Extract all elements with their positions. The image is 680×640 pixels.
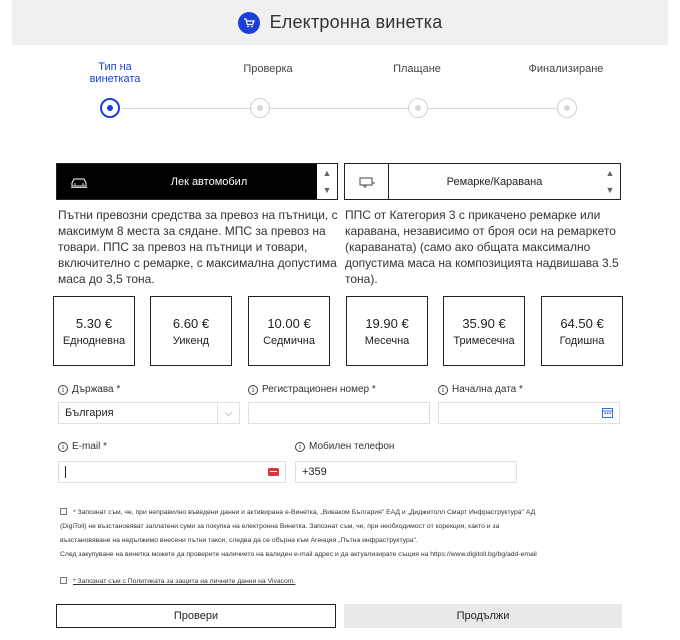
price-card-monthly[interactable] xyxy=(346,296,428,366)
vehicle-spinner[interactable] xyxy=(600,164,620,199)
privacy-policy-link[interactable]: * Запознат съм с Политиката за защита на личните данни на Vivacom. xyxy=(73,578,296,585)
step-label-line: Тип на xyxy=(98,61,132,73)
vehicle-spinner[interactable] xyxy=(317,164,337,199)
vehicle-description-trailer: ППС от Категория 3 с прикачено ремарке или каравана, независимо от броя оси на ремаркето (караваната) (само ако общата максимално допустима маса на композицията надвишава 3.5 тона). xyxy=(345,208,619,286)
field-label-text: Държава * xyxy=(72,384,121,395)
info-icon: i xyxy=(295,442,305,452)
email-label xyxy=(58,441,107,452)
terms-line: (DigiToll) не възстановяват заплатени суми за покупка на електронна Винетка. Запознат съм, че, при необходимост от корекция, както и за xyxy=(60,523,500,530)
spin-down-icon[interactable]: ▼ xyxy=(322,185,332,196)
country-select[interactable] xyxy=(58,402,240,424)
stepper-line xyxy=(426,108,566,109)
continue-button[interactable]: Продължи xyxy=(344,604,622,628)
step-indicator xyxy=(408,98,428,118)
terms-line: * Запознат съм, че, при неправилно въведени данни и активирана е-Винетка, „Виваком България" ЕАД и „Диджитолл Смарт Инфраструктура" АД xyxy=(73,509,536,516)
vehicle-option-label: Лек автомобил xyxy=(101,164,317,199)
field-label-text: E-mail * xyxy=(72,441,108,452)
privacy-checkbox[interactable] xyxy=(60,577,67,584)
vehicle-option-label: Ремарке/Каравана xyxy=(446,175,543,188)
car-icon xyxy=(57,164,101,199)
vehicle-option-trailer[interactable] xyxy=(344,163,621,200)
info-icon: i xyxy=(248,385,258,395)
field-label-text: Мобилен телефон xyxy=(309,441,395,452)
terms-line: След закупуване на винетка можете да проверите наличието на валиден e-mail адрес и да актуализирате същия на https://www.digitoll.bg/bg/add-email xyxy=(60,551,537,558)
step-label-type[interactable] xyxy=(80,61,150,85)
terms-consent-block xyxy=(60,506,660,562)
price-period: Тримесечна xyxy=(453,334,515,347)
phone-label xyxy=(295,441,394,452)
vehicle-option-car[interactable] xyxy=(56,163,338,200)
step-label-payment: Плащане xyxy=(393,63,441,75)
field-label-text: Начална дата * xyxy=(452,384,523,395)
step-indicator-active[interactable] xyxy=(100,98,120,118)
price-value: 5.30 € xyxy=(75,315,113,331)
registration-number-input[interactable] xyxy=(248,402,430,424)
vehicle-description-car: Пътни превозни средства за превоз на пътници, с максимум 8 места за сядане. МПС за превоз на товари. ППС за превоз на пътници и товари, включително с ремарке, с максимална допустима маса до 3,5 тона. xyxy=(58,208,338,286)
price-value: 10.00 € xyxy=(267,315,311,331)
price-card-yearly[interactable] xyxy=(541,296,623,366)
price-period: Месечна xyxy=(364,334,410,347)
check-button[interactable]: Провери xyxy=(56,604,336,628)
spin-up-icon[interactable]: ▲ xyxy=(322,167,332,178)
terms-line: възстановяване на недължимо внесени пътни такси, следва да се обърна към Агенция „Пътна инфраструктура". xyxy=(60,537,418,544)
price-value: 19.90 € xyxy=(365,315,409,331)
registration-label xyxy=(248,384,376,395)
price-card-weekly[interactable] xyxy=(248,296,330,366)
spin-down-icon[interactable]: ▼ xyxy=(605,185,615,196)
step-indicator xyxy=(250,98,270,118)
price-period: Еднодневна xyxy=(62,334,126,347)
start-date-input[interactable] xyxy=(438,402,620,424)
shopping-cart-icon xyxy=(238,12,260,34)
text-cursor xyxy=(65,466,66,478)
phone-input[interactable]: +359 xyxy=(295,461,517,483)
page-container xyxy=(12,0,668,640)
email-input[interactable] xyxy=(58,461,286,483)
stepper-line xyxy=(270,108,410,109)
price-value: 6.60 € xyxy=(172,315,210,331)
price-value: 35.90 € xyxy=(462,315,506,331)
country-label xyxy=(58,384,120,395)
field-label-text: Регистрационен номер * xyxy=(262,384,376,395)
autofill-icon[interactable] xyxy=(268,467,279,480)
terms-checkbox[interactable] xyxy=(60,508,67,515)
step-label-check: Проверка xyxy=(243,63,293,75)
page-title: Електронна винетка xyxy=(269,12,443,32)
price-period: Годишна xyxy=(559,334,605,347)
step-indicator xyxy=(557,98,577,118)
price-card-weekend[interactable] xyxy=(150,296,232,366)
info-icon: i xyxy=(438,385,448,395)
info-icon: i xyxy=(58,385,68,395)
spin-up-icon[interactable]: ▲ xyxy=(605,167,615,178)
stepper-line xyxy=(122,108,256,109)
calendar-icon[interactable] xyxy=(602,407,613,421)
price-value: 64.50 € xyxy=(560,315,604,331)
price-card-quarterly[interactable] xyxy=(443,296,525,366)
step-label-finalize: Финализиране xyxy=(528,63,604,75)
price-period: Седмична xyxy=(263,334,315,347)
step-label-line: винетката xyxy=(89,73,141,85)
page-header xyxy=(12,0,668,45)
country-select-value: България xyxy=(65,407,114,419)
price-card-daily[interactable] xyxy=(53,296,135,366)
trailer-icon xyxy=(345,164,389,199)
info-icon: i xyxy=(58,442,68,452)
start-date-label xyxy=(438,384,523,395)
price-period: Уикенд xyxy=(172,334,210,347)
chevron-down-icon: ⌵ xyxy=(217,403,239,423)
privacy-consent xyxy=(60,575,660,589)
